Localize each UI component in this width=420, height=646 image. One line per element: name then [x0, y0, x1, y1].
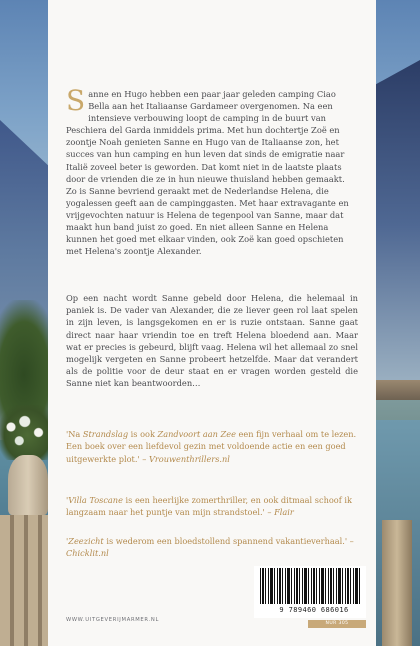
nur-code: NUR 305 — [308, 620, 366, 628]
stone-urn — [8, 455, 48, 515]
quote-text: is een heerlijke zomerthriller, en ook ditmaal schoof ik langzaam naar het puntje van mijn strandstoel.' – — [66, 495, 352, 518]
book-title: Zeezicht — [68, 536, 104, 546]
review-quote-1 — [66, 428, 358, 465]
book-title: Zandvoort aan Zee — [157, 429, 236, 439]
quote-source: Vrouwenthrillers.nl — [148, 453, 230, 464]
drop-cap: S — [66, 84, 86, 117]
stone-pillar-right — [382, 520, 412, 646]
quote-source: Chicklit.nl — [66, 548, 109, 559]
review-quote-2 — [66, 494, 358, 519]
quote-text: is wederom een bloedstollend spannend vakantieverhaal.' – — [103, 536, 354, 546]
quote-text: is ook — [128, 429, 158, 439]
blurb-paragraph-1-text: anne en Hugo hebben een paar jaar geleden camping Ciao Bella aan het Italiaanse Gardameer overgenomen. Na een intensieve verbouwing loopt de camping in de buurt van Peschiera del Garda inmiddels prima. Met hun dochtertje Zoë en zoontje Noah genieten Sanne en Hugo van de Italiaanse zon, het succes van hun camping en hun leven dat sinds de emigratie naar Italië zoveel beter is geworden. Dat komt niet in de laatste plaats door de vrienden die ze in hun nieuwe thuisland hebben gemaakt. Zo is Sanne bevriend geraakt met de Nederlandse Helena, die yogalessen geeft aan de campinggasten. Met haar extravagante en vrijgevochten natuur is Helena de tegenpool van Sanne, maar dat maakt hun band juist zo goed. En niet alleen Sanne en Helena kunnen het goed met elkaar vinden, ook Zoë kan goed opschieten met Helena's zoontje Alexander. — [66, 89, 349, 257]
quote-text: 'Na — [66, 429, 83, 439]
back-cover-text-panel — [48, 0, 376, 646]
quote-source: Flair — [274, 507, 294, 518]
book-title: Villa Toscane — [68, 495, 123, 505]
book-title: Strandslag — [82, 429, 129, 439]
publisher-website: WWW.UITGEVERIJMARMER.NL — [66, 617, 160, 623]
barcode — [254, 566, 366, 618]
review-quote-3 — [66, 535, 358, 560]
isbn-barcode-block — [246, 566, 368, 630]
blurb-paragraph-2-text: Op een nacht wordt Sanne gebeld door Helena, die helemaal in paniek is. De vader van Alexander, die ze liever geen rol laat spelen in zijn leven, is langsgekomen en er is ruzie ontstaan. Sanne gaat direct naar haar vriendin toe en treft Helena bloedend aan. Maar wat er precies is gebeurd, blijft vaag. Helena wil het allemaal zo snel mogelijk vergeten en Sanne probeert hetzelfde. Maar dat verandert als de politie voor de deur staat en er vragen worden gesteld die Sanne niet kan beantwoorden… — [66, 293, 358, 389]
blurb-paragraph-1 — [66, 84, 358, 257]
quote-text: ' — [66, 495, 69, 505]
quote-text: een fijn verhaal om te lezen. Een boek over een liefdevol gezin met voldoende actie en een goed uitgewerkte plot.' – — [66, 429, 357, 464]
quote-text: ' — [66, 536, 69, 546]
flower-urn-plants — [0, 405, 55, 460]
barcode-bars-icon — [260, 568, 362, 604]
barcode-digits: 9 789460 686016 — [279, 606, 349, 614]
blurb-paragraph-2 — [66, 292, 358, 390]
